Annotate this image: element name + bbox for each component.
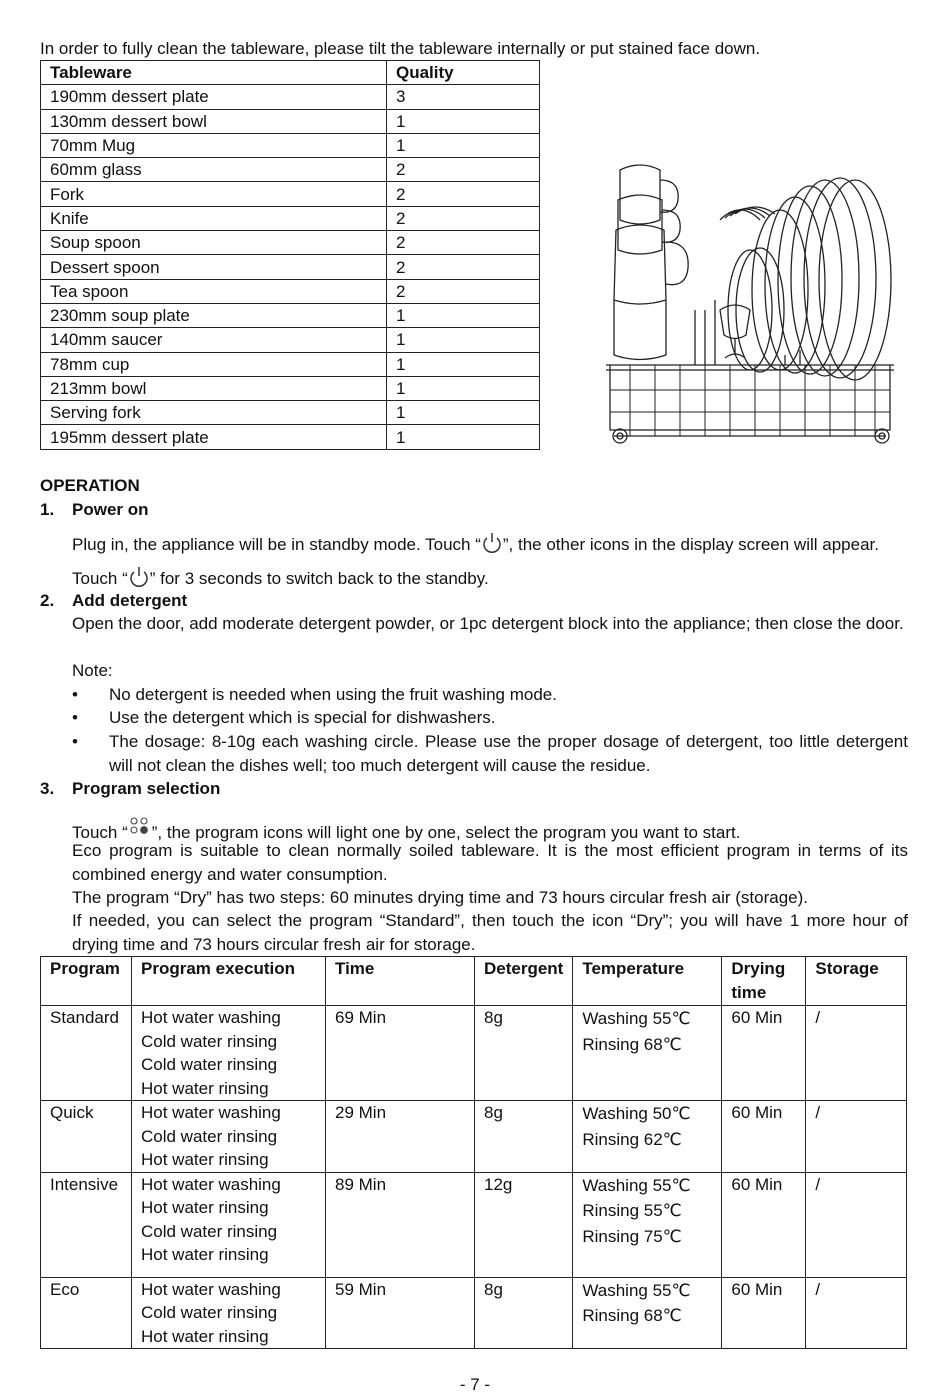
header-drying-time: Drying time [722,957,806,1006]
tableware-table [40,60,540,450]
header-program: Program [41,957,132,1006]
program-table [40,956,907,1349]
tableware-quantity: 1 [387,328,540,352]
table-row [41,279,540,303]
table-row [41,425,540,449]
program-drying-time: 60 Min [722,1101,806,1173]
execution-step: Hot water rinsing [141,1150,269,1169]
power-on-line-1 [72,530,908,557]
step-number: 2. [40,591,55,610]
temperature-value: Rinsing 68℃ [582,1306,682,1325]
power-icon [128,564,150,588]
temperature-value: Washing 55℃ [582,1280,691,1300]
header-time: Time [326,957,475,1006]
execution-step: Hot water washing [141,1279,281,1299]
tableware-quantity: 2 [387,279,540,303]
tableware-name: 190mm dessert plate [41,85,387,109]
note-label: Note: [72,661,113,680]
table-row [41,1277,907,1349]
table-row [41,328,540,352]
standard-description: If needed, you can select the program “Standard”, then touch the icon “Dry”; you will have 1 more hour of drying time and 73 hours circular fresh air for storage. [72,911,908,954]
tableware-name: 195mm dessert plate [41,425,387,449]
bullet-text: No detergent is needed when using the fruit washing mode. [109,685,557,704]
execution-step: Hot water washing [141,1008,281,1027]
tableware-name: Tea spoon [41,279,387,303]
program-execution [132,1101,326,1173]
program-time: 89 Min [326,1172,475,1277]
tableware-name: 230mm soup plate [41,303,387,327]
tableware-quantity: 1 [387,133,540,157]
tableware-table-header [41,61,540,85]
tableware-quantity: 1 [387,352,540,376]
header-temperature: Temperature [573,957,722,1006]
table-row [41,1006,907,1101]
operation-heading: OPERATION [40,476,140,495]
table-row [41,352,540,376]
program-detergent: 8g [475,1101,573,1173]
power-text-before: Plug in, the appliance will be in standby mode. Touch “ [72,535,481,554]
execution-step: Cold water rinsing [141,1055,278,1074]
eco-description: Eco program is suitable to clean normally soiled tableware. It is the most efficient program in terms of its combined energy and water consumption. [72,841,908,884]
tableware-quantity: 1 [387,376,540,400]
program-execution [132,1277,326,1349]
table-row [41,303,540,327]
program-storage: / [806,1006,907,1101]
tableware-name: 140mm saucer [41,328,387,352]
program-table-header [41,957,907,1006]
power-text-after: ”, the other icons in the display screen will appear. [502,535,879,554]
tableware-name: Knife [41,206,387,230]
execution-step: Hot water washing [141,1174,281,1194]
table-row [41,182,540,206]
program-detergent: 8g [475,1277,573,1349]
execution-step: Hot water rinsing [141,1078,269,1098]
table-row [41,401,540,425]
tableware-quantity: 2 [387,158,540,182]
execution-step: Cold water rinsing [141,1303,278,1322]
intro-text: In order to fully clean the tableware, please tilt the tableware internally or put stained face down. [40,39,761,58]
program-detergent: 8g [475,1006,573,1101]
program-name: Standard [41,1006,132,1101]
detergent-text: Open the door, add moderate detergent powder, or 1pc detergent block into the appliance; then close the door. [72,614,904,633]
power-text-before: Touch “ [72,569,128,588]
dry-description: The program “Dry” has two steps: 60 minutes drying time and 73 hours circular fresh air (storage). [72,888,809,907]
program-drying-time: 60 Min [722,1277,806,1349]
tableware-quantity: 2 [387,182,540,206]
temperature-value: Washing 55℃ [582,1009,691,1028]
bullet-text: The dosage: 8-10g each washing circle. Please use the proper dosage of detergent, too little detergent will not clean the dishes well; too much detergent will cause the residue. [109,732,908,775]
step-title: Power on [72,500,149,519]
table-row [41,133,540,157]
bullet-icon: • [72,732,78,751]
tableware-quantity: 1 [387,109,540,133]
header-execution: Program execution [132,957,326,1006]
execution-step: Cold water rinsing [141,1221,278,1241]
program-temperature [573,1277,722,1349]
temperature-value: Rinsing 62℃ [582,1129,682,1149]
program-execution [132,1172,326,1277]
tableware-name: Dessert spoon [41,255,387,279]
power-icon [481,530,503,554]
execution-step: Hot water rinsing [141,1198,269,1217]
program-temperature [573,1006,722,1101]
table-row [41,231,540,255]
table-row [41,158,540,182]
tableware-name: 60mm glass [41,158,387,182]
tableware-name: Fork [41,182,387,206]
tableware-quantity: 2 [387,231,540,255]
execution-step: Cold water rinsing [141,1031,278,1051]
step-3-heading [40,777,220,801]
table-row [41,255,540,279]
program-time: 29 Min [326,1101,475,1173]
program-storage: / [806,1101,907,1173]
temperature-value: Rinsing 75℃ [582,1226,682,1246]
power-on-line-2 [72,564,908,591]
table-row [41,206,540,230]
program-drying-time: 60 Min [722,1006,806,1101]
temperature-value: Washing 50℃ [582,1104,691,1123]
temperature-value: Washing 55℃ [582,1175,691,1195]
header-tableware: Tableware [41,61,387,85]
program-temperature [573,1172,722,1277]
tableware-quantity: 1 [387,425,540,449]
step-title: Add detergent [72,591,188,610]
tableware-name: 213mm bowl [41,376,387,400]
program-storage: / [806,1277,907,1349]
step-2-heading [40,589,187,613]
page-number: - 7 - [459,1375,491,1394]
bullet-icon: • [72,708,78,727]
program-text-after: ”, the program icons will light one by one, select the program you want to start. [151,823,741,842]
step-number: 1. [40,500,55,519]
tableware-name: 130mm dessert bowl [41,109,387,133]
program-storage: / [806,1172,907,1277]
step-number: 3. [40,779,55,798]
program-name: Intensive [41,1172,132,1277]
execution-step: Cold water rinsing [141,1126,278,1146]
tableware-quantity: 1 [387,401,540,425]
program-name: Quick [41,1101,132,1173]
temperature-value: Rinsing 68℃ [582,1034,682,1054]
execution-step: Hot water rinsing [141,1245,269,1264]
tableware-quantity: 1 [387,303,540,327]
program-detergent: 12g [475,1172,573,1277]
program-text-before: Touch “ [72,823,128,842]
tableware-quantity: 2 [387,255,540,279]
program-execution [132,1006,326,1101]
tableware-name: Serving fork [41,401,387,425]
tableware-name: Soup spoon [41,231,387,255]
header-storage: Storage [806,957,907,1006]
tableware-quantity: 2 [387,206,540,230]
program-select-icon [128,816,152,840]
table-row [41,1101,907,1173]
program-temperature [573,1101,722,1173]
program-time: 69 Min [326,1006,475,1101]
execution-step: Hot water rinsing [141,1326,269,1346]
tableware-quantity: 3 [387,85,540,109]
program-drying-time: 60 Min [722,1172,806,1277]
power-text-after: ” for 3 seconds to switch back to the standby. [149,569,489,588]
dishwasher-rack-illustration [600,150,900,450]
program-time: 59 Min [326,1277,475,1349]
tableware-name: 78mm cup [41,352,387,376]
header-detergent: Detergent [475,957,573,1006]
table-row [41,376,540,400]
step-1-heading [40,498,149,522]
tableware-name: 70mm Mug [41,133,387,157]
header-quality: Quality [387,61,540,85]
table-row [41,109,540,133]
bullet-icon: • [72,685,78,704]
step-title: Program selection [72,779,221,798]
temperature-value: Rinsing 55℃ [582,1201,682,1220]
program-name: Eco [41,1277,132,1349]
table-row [41,85,540,109]
bullet-text: Use the detergent which is special for dishwashers. [109,708,496,727]
table-row [41,1172,907,1277]
execution-step: Hot water washing [141,1103,281,1122]
